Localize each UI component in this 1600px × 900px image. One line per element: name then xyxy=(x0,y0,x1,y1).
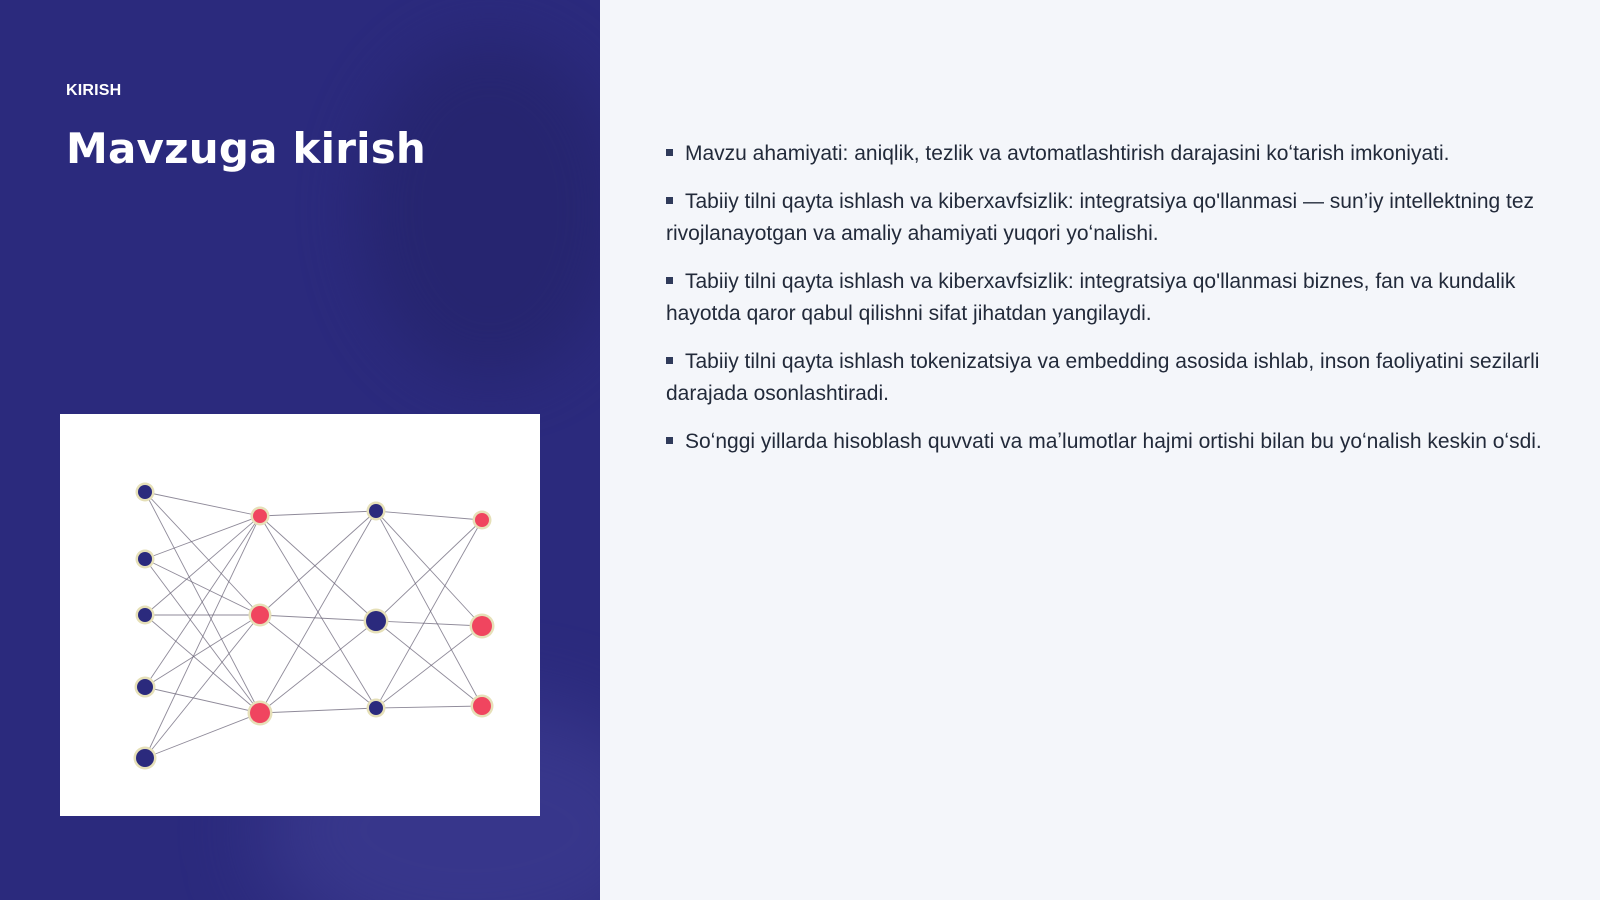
page-title: Mavzuga kirish xyxy=(66,124,427,173)
network-connection xyxy=(145,492,260,516)
bullet-square-icon xyxy=(666,357,673,364)
network-connection xyxy=(145,615,260,687)
network-node xyxy=(250,703,270,723)
network-connection xyxy=(260,511,376,615)
bullet-item xyxy=(666,346,1546,410)
network-connection xyxy=(376,621,482,706)
bullet-square-icon xyxy=(666,277,673,284)
network-node xyxy=(137,679,153,695)
bullet-item xyxy=(666,426,1546,458)
neural-network-image xyxy=(60,414,540,816)
network-connection xyxy=(260,615,376,708)
bullet-text: Tabiiy tilni qayta ishlash tokenizatsiya va embedding asosida ishlab, inson faoliyatini sezilarli darajada osonlashtiradi. xyxy=(666,350,1540,405)
network-connection xyxy=(376,621,482,626)
bullet-text: Tabiiy tilni qayta ishlash va kiberxavfsizlik: integratsiya qo'llanmasi — sun’iy intellektning tez rivojlanayotgan va amaliy ahamiyati yuqori yoʻnalishi. xyxy=(666,190,1535,245)
network-node xyxy=(251,606,269,624)
network-connection xyxy=(145,492,260,713)
network-node xyxy=(136,749,154,767)
network-connection xyxy=(376,520,482,621)
neural-network-icon xyxy=(60,414,540,816)
network-connection xyxy=(260,511,376,713)
network-connection xyxy=(145,713,260,758)
bullet-square-icon xyxy=(666,437,673,444)
section-eyebrow: KIRISH xyxy=(66,82,122,99)
network-connection xyxy=(376,626,482,708)
network-connection xyxy=(145,516,260,615)
bullet-item xyxy=(666,138,1546,170)
bullet-text: Mavzu ahamiyati: aniqlik, tezlik va avtomatlashtirish darajasini koʻtarish imkoniyati. xyxy=(685,142,1450,165)
network-node xyxy=(473,697,491,715)
network-node xyxy=(138,485,152,499)
network-connection xyxy=(260,511,376,516)
network-connection xyxy=(145,492,260,615)
bullet-list xyxy=(666,138,1546,474)
network-node xyxy=(472,616,492,636)
network-node xyxy=(369,701,383,715)
network-node xyxy=(369,504,383,518)
network-connection xyxy=(260,615,376,621)
network-connection xyxy=(260,621,376,713)
network-connection xyxy=(145,615,260,713)
network-node xyxy=(138,608,152,622)
bullet-item xyxy=(666,186,1546,250)
bullet-text: Soʻnggi yillarda hisoblash quvvati va maʼlumotlar hajmi ortishi bilan bu yoʻnalish keskin oʻsdi. xyxy=(685,430,1542,453)
network-node xyxy=(138,552,152,566)
bullet-text: Tabiiy tilni qayta ishlash va kiberxavfsizlik: integratsiya qo'llanmasi biznes, fan va kundalik hayotda qaror qabul qilishni sifat jihatdan yangilaydi. xyxy=(666,270,1516,325)
left-panel xyxy=(0,0,600,900)
bullet-square-icon xyxy=(666,149,673,156)
network-connection xyxy=(376,520,482,708)
background-shape xyxy=(360,40,600,380)
network-connection xyxy=(145,559,260,615)
network-connection xyxy=(260,708,376,713)
network-connection xyxy=(145,516,260,687)
network-node xyxy=(366,611,386,631)
network-connection xyxy=(260,516,376,621)
network-connection xyxy=(145,687,260,713)
network-connection xyxy=(376,511,482,520)
bullet-square-icon xyxy=(666,197,673,204)
network-connection xyxy=(376,706,482,708)
bullet-item xyxy=(666,266,1546,330)
network-node xyxy=(475,513,489,527)
network-node xyxy=(253,509,267,523)
